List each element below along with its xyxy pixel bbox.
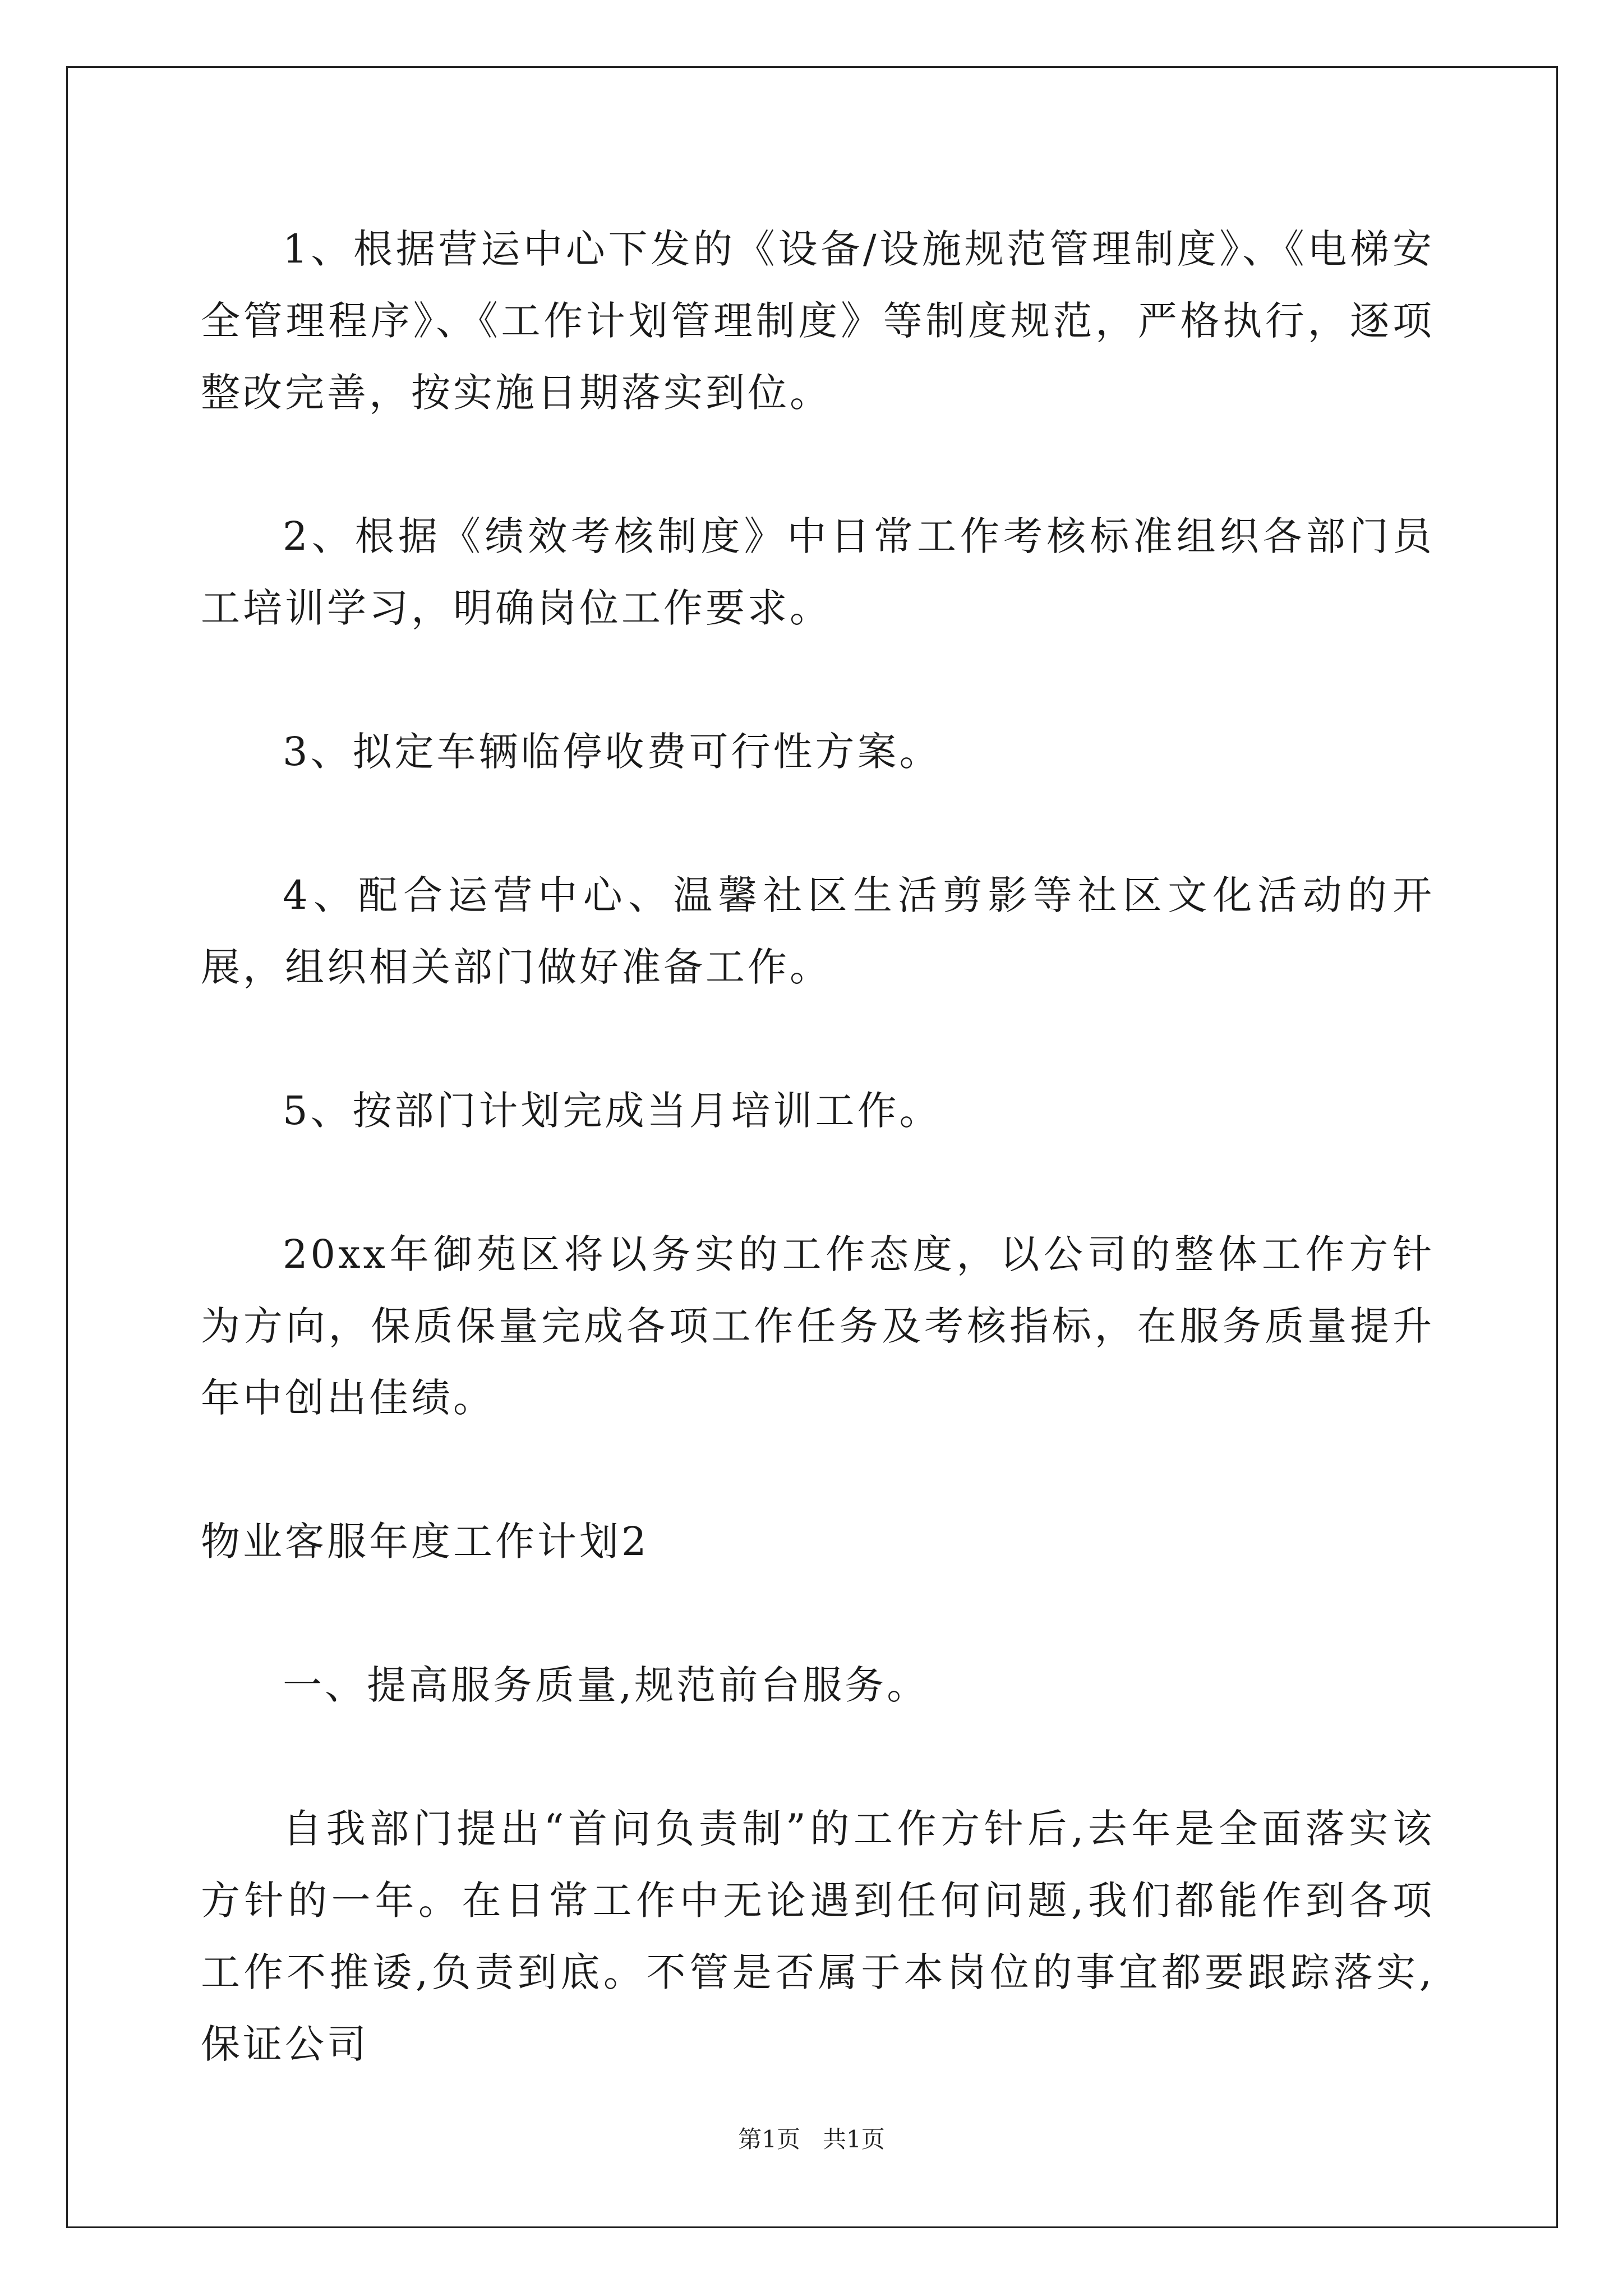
- paragraph-item-2: 2、根据《绩效考核制度》中日常工作考核标准组织各部门员工培训学习，明确岗位工作要求。: [201, 513, 1435, 631]
- page-footer: [0, 2124, 1623, 2155]
- paragraph-item-3: 3、拟定车辆临停收费可行性方案。: [283, 729, 942, 775]
- section-heading: 物业客服年度工作计划2: [201, 1519, 649, 1565]
- document-body: [201, 213, 1435, 2080]
- paragraph-item-1: 1、根据营运中心下发的《设备/设施规范管理制度》、《电梯安全管理程序》、《工作计划管理制度》等制度规范，严格执行，逐项整改完善，按实施日期落实到位。: [201, 226, 1435, 416]
- paragraph-summary: 20xx年御苑区将以务实的工作态度，以公司的整体工作方针为方向，保质保量完成各项工作任务及考核指标，在服务质量提升年中创出佳绩。: [201, 1231, 1435, 1421]
- page-number: 第1页: [738, 2125, 800, 2153]
- paragraph-item-5: 5、按部门计划完成当月培训工作。: [283, 1088, 942, 1134]
- paragraph-body: 自我部门提出“首问负责制”的工作方针后,去年是全面落实该方针的一年。在日常工作中无论遇到任何问题,我们都能作到各项工作不推诿,负责到底。不管是否属于本岗位的事宜都要跟踪落实,保证公司: [201, 1806, 1435, 2067]
- page-total: 共1页: [823, 2125, 885, 2153]
- paragraph-item-4: 4、配合运营中心、温馨社区生活剪影等社区文化活动的开展，组织相关部门做好准备工作。: [201, 872, 1435, 990]
- paragraph-subheading: 一、提高服务质量,规范前台服务。: [283, 1662, 929, 1708]
